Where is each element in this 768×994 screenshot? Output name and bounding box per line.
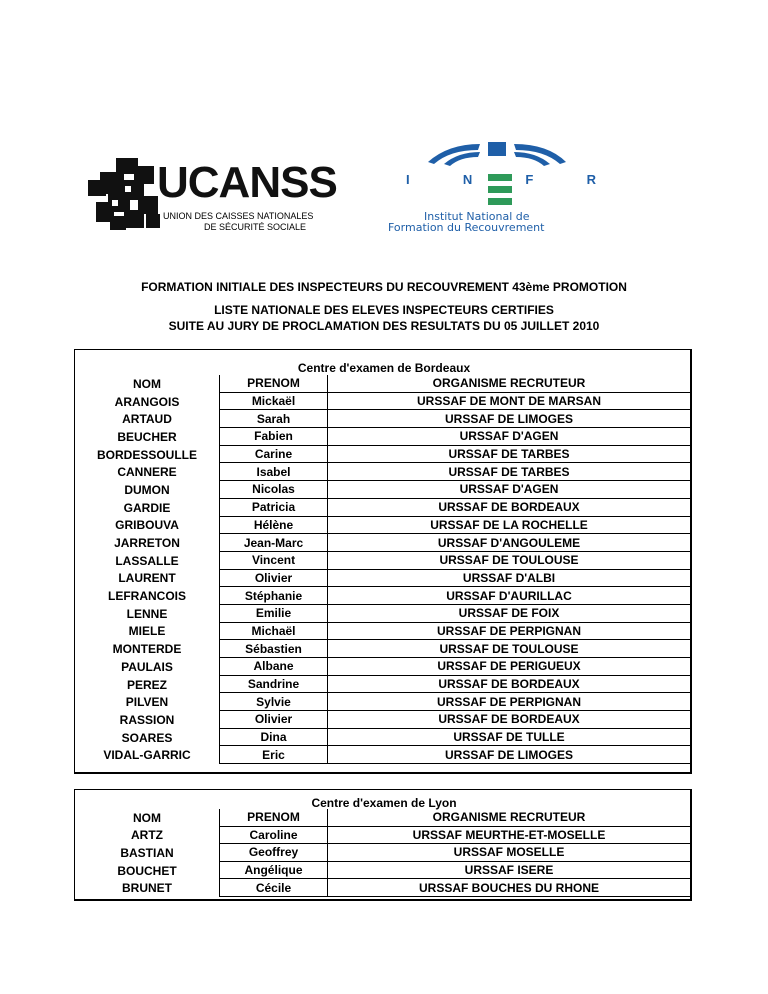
table-body bbox=[75, 809, 690, 899]
cell-prenom: Nicolas bbox=[220, 481, 328, 499]
cell-prenom: Jean-Marc bbox=[220, 534, 328, 552]
infr-subtitle-line2: Formation du Recouvrement bbox=[388, 221, 545, 234]
cell-prenom: Emilie bbox=[220, 605, 328, 623]
cell-organisme: URSSAF D'AGEN bbox=[328, 481, 690, 499]
cell-nom: LASSALLE bbox=[75, 552, 220, 570]
table-body bbox=[75, 375, 690, 772]
table-row bbox=[75, 534, 690, 552]
cell-prenom: Cécile bbox=[220, 879, 328, 897]
cell-nom: PILVEN bbox=[75, 693, 220, 711]
cell-prenom: Isabel bbox=[220, 463, 328, 481]
cell-prenom: Sandrine bbox=[220, 676, 328, 694]
centre-table-bordeaux bbox=[74, 349, 692, 774]
table-row bbox=[75, 570, 690, 588]
cell-prenom: Dina bbox=[220, 729, 328, 747]
cell-nom: PAULAIS bbox=[75, 658, 220, 676]
cell-prenom: Carine bbox=[220, 446, 328, 464]
cell-prenom: Olivier bbox=[220, 570, 328, 588]
cell-prenom: Sébastien bbox=[220, 640, 328, 658]
cell-organisme: URSSAF DE PERPIGNAN bbox=[328, 693, 690, 711]
header-organisme: ORGANISME RECRUTEUR bbox=[328, 809, 690, 827]
cell-organisme: URSSAF D'ANGOULEME bbox=[328, 534, 690, 552]
table-row bbox=[75, 446, 690, 464]
header-nom: NOM bbox=[75, 809, 220, 827]
table-row bbox=[75, 693, 690, 711]
cell-organisme: URSSAF ISERE bbox=[328, 862, 690, 880]
cell-nom: LAURENT bbox=[75, 570, 220, 588]
centre-title: Centre d'examen de Lyon bbox=[311, 796, 457, 810]
cell-nom: MIELE bbox=[75, 623, 220, 641]
cell-nom: JARRETON bbox=[75, 534, 220, 552]
infr-letter-f: F bbox=[525, 172, 534, 187]
cell-prenom: Caroline bbox=[220, 827, 328, 845]
ucanss-wordmark: UCANSS bbox=[157, 158, 337, 207]
cell-organisme: URSSAF DE MONT DE MARSAN bbox=[328, 393, 690, 411]
cell-nom: SOARES bbox=[75, 729, 220, 747]
cell-nom: DUMON bbox=[75, 481, 220, 499]
cell-organisme: URSSAF DE PERIGUEUX bbox=[328, 658, 690, 676]
centre-title: Centre d'examen de Bordeaux bbox=[297, 361, 471, 375]
cell-organisme: URSSAF D'ALBI bbox=[328, 570, 690, 588]
cell-prenom: Fabien bbox=[220, 428, 328, 446]
table-row bbox=[75, 605, 690, 623]
cell-nom: MONTERDE bbox=[75, 640, 220, 658]
table-row bbox=[75, 463, 690, 481]
table-row bbox=[75, 481, 690, 499]
cell-organisme: URSSAF DE TARBES bbox=[328, 463, 690, 481]
cell-nom: CANNERE bbox=[75, 463, 220, 481]
header-prenom: PRENOM bbox=[220, 809, 328, 827]
table-row bbox=[75, 640, 690, 658]
cell-prenom: Sylvie bbox=[220, 693, 328, 711]
table-row bbox=[75, 517, 690, 535]
cell-prenom: Vincent bbox=[220, 552, 328, 570]
cell-nom: LENNE bbox=[75, 605, 220, 623]
cell-organisme: URSSAF DE TARBES bbox=[328, 446, 690, 464]
cell-nom: BORDESSOULLE bbox=[75, 446, 220, 464]
cell-nom: GRIBOUVA bbox=[75, 517, 220, 535]
cell-organisme: URSSAF DE TULLE bbox=[328, 729, 690, 747]
table-row bbox=[75, 827, 690, 845]
header-nom: NOM bbox=[75, 375, 220, 393]
table-row bbox=[75, 428, 690, 446]
cell-organisme: URSSAF DE TOULOUSE bbox=[328, 640, 690, 658]
cell-organisme: URSSAF D'AURILLAC bbox=[328, 587, 690, 605]
cell-nom: RASSION bbox=[75, 711, 220, 729]
cell-nom: ARANGOIS bbox=[75, 393, 220, 411]
cell-organisme: URSSAF DE BORDEAUX bbox=[328, 711, 690, 729]
infr-letter-i: I bbox=[406, 172, 410, 187]
ucanss-subtitle-line1: UNION DES CAISSES NATIONALES bbox=[163, 211, 314, 221]
cell-prenom: Patricia bbox=[220, 499, 328, 517]
table-row bbox=[75, 746, 690, 764]
infr-letter-n: N bbox=[462, 172, 473, 187]
cell-prenom: Albane bbox=[220, 658, 328, 676]
document-subtitle-1: LISTE NATIONALE DES ELEVES INSPECTEURS CERTIFIES bbox=[214, 303, 554, 317]
document-subtitle-2: SUITE AU JURY DE PROCLAMATION DES RESULTATS DU 05 JUILLET 2010 bbox=[168, 319, 600, 333]
cell-prenom: Olivier bbox=[220, 711, 328, 729]
cell-organisme: URSSAF MOSELLE bbox=[328, 844, 690, 862]
cell-organisme: URSSAF DE TOULOUSE bbox=[328, 552, 690, 570]
table-header-row bbox=[75, 375, 690, 393]
cell-organisme: URSSAF D'AGEN bbox=[328, 428, 690, 446]
table-row bbox=[75, 676, 690, 694]
cell-organisme: URSSAF MEURTHE-ET-MOSELLE bbox=[328, 827, 690, 845]
table-row bbox=[75, 623, 690, 641]
cell-prenom: Mickaël bbox=[220, 393, 328, 411]
cell-organisme: URSSAF DE LA ROCHELLE bbox=[328, 517, 690, 535]
cell-organisme: URSSAF DE PERPIGNAN bbox=[328, 623, 690, 641]
ucanss-squares-icon bbox=[86, 156, 166, 234]
cell-nom: BOUCHET bbox=[75, 862, 220, 880]
table-row bbox=[75, 410, 690, 428]
document-title: FORMATION INITIALE DES INSPECTEURS DU RECOUVREMENT 43ème PROMOTION bbox=[141, 280, 627, 294]
table-row bbox=[75, 844, 690, 862]
header-organisme: ORGANISME RECRUTEUR bbox=[328, 375, 690, 393]
cell-nom: PEREZ bbox=[75, 676, 220, 694]
infr-logo bbox=[388, 140, 610, 235]
cell-prenom: Stéphanie bbox=[220, 587, 328, 605]
centre-table-lyon bbox=[74, 789, 692, 901]
cell-organisme: URSSAF DE BORDEAUX bbox=[328, 676, 690, 694]
cell-organisme: URSSAF DE BORDEAUX bbox=[328, 499, 690, 517]
cell-prenom: Geoffrey bbox=[220, 844, 328, 862]
cell-prenom: Michaël bbox=[220, 623, 328, 641]
cell-prenom: Sarah bbox=[220, 410, 328, 428]
ucanss-logo bbox=[86, 156, 337, 234]
table-row bbox=[75, 499, 690, 517]
cell-organisme: URSSAF DE LIMOGES bbox=[328, 746, 690, 764]
cell-organisme: URSSAF DE LIMOGES bbox=[328, 410, 690, 428]
cell-nom: ARTZ bbox=[75, 827, 220, 845]
table-row bbox=[75, 711, 690, 729]
table-row bbox=[75, 879, 690, 897]
table-row bbox=[75, 658, 690, 676]
infr-subtitle-line1: Institut National de bbox=[424, 210, 530, 223]
ucanss-subtitle-line2: DE SÉCURITÉ SOCIALE bbox=[204, 222, 307, 232]
cell-organisme: URSSAF BOUCHES DU RHONE bbox=[328, 879, 690, 897]
cell-prenom: Eric bbox=[220, 746, 328, 764]
table-row bbox=[75, 552, 690, 570]
table-header-row bbox=[75, 809, 690, 827]
cell-nom: LEFRANCOIS bbox=[75, 587, 220, 605]
cell-organisme: URSSAF DE FOIX bbox=[328, 605, 690, 623]
infr-letters bbox=[406, 172, 596, 187]
cell-prenom: Angélique bbox=[220, 862, 328, 880]
table-row bbox=[75, 862, 690, 880]
header-prenom: PRENOM bbox=[220, 375, 328, 393]
infr-letter-r: R bbox=[586, 172, 596, 187]
cell-prenom: Hélène bbox=[220, 517, 328, 535]
table-row bbox=[75, 587, 690, 605]
cell-nom: BEUCHER bbox=[75, 428, 220, 446]
cell-nom: ARTAUD bbox=[75, 410, 220, 428]
table-row bbox=[75, 729, 690, 747]
cell-nom: BRUNET bbox=[75, 879, 220, 897]
cell-nom: GARDIE bbox=[75, 499, 220, 517]
cell-nom: VIDAL-GARRIC bbox=[75, 746, 220, 764]
table-row bbox=[75, 393, 690, 411]
cell-nom: BASTIAN bbox=[75, 844, 220, 862]
